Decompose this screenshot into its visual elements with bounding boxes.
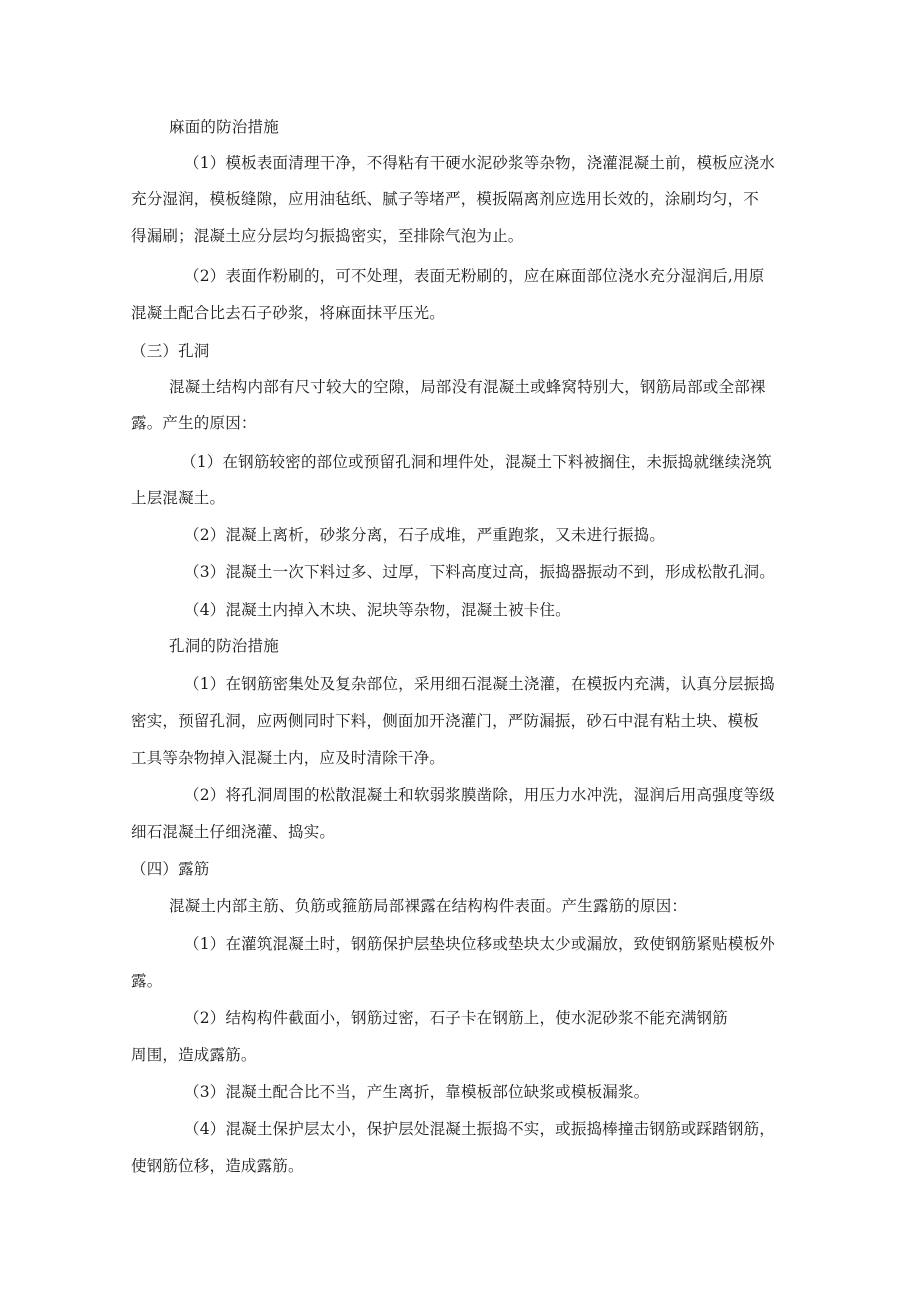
paragraph-line: 周围，造成露筋。 — [131, 1046, 257, 1064]
paragraph-line: （1）模板表面清理干净，不得粘有干硬水泥砂浆等杂物，浇灌混凝土前，模板应浇水 — [184, 154, 775, 172]
section-heading: （三）孔洞 — [131, 342, 210, 360]
paragraph-line: （4）混凝土保护层太小，保护层处混凝土振捣不实，或振捣棒撞击钢筋或踩踏钢筋， — [184, 1120, 775, 1138]
paragraph-line: （3）混凝土配合比不当，产生离折，靠模板部位缺浆或模板漏浆。 — [184, 1083, 650, 1101]
paragraph-line: 露。 — [131, 972, 163, 990]
section-heading: 麻面的防治措施 — [169, 118, 279, 136]
paragraph-line: 混凝土内部主筋、负筋或箍筋局部裸露在结构构件表面。产生露筋的原因： — [169, 897, 688, 915]
paragraph-line: 使钢筋位移，造成露筋。 — [131, 1157, 304, 1175]
paragraph-line: 得漏刷；混凝土应分层均匀振捣密实，至排除气泡为止。 — [131, 227, 524, 245]
paragraph-line: 露。产生的原因： — [131, 414, 257, 432]
paragraph-line: （1）在钢筋较密的部位或预留孔洞和埋件处，混凝土下料被搁住，未振捣就继续浇筑 — [181, 453, 772, 471]
section-heading: 孔洞的防治措施 — [169, 637, 279, 655]
paragraph-line: 混凝土配合比去石子砂浆，将麻面抹平压光。 — [131, 304, 446, 322]
paragraph-line: （4）混凝土内掉入木块、泥块等杂物，混凝土被卡住。 — [184, 601, 571, 619]
paragraph-line: 细石混凝土仔细浇灌、捣实。 — [131, 823, 336, 841]
paragraph-line: 上层混凝土。 — [131, 489, 226, 507]
paragraph-line: （2）将孔洞周围的松散混凝土和软弱浆膜凿除，用压力水冲洗，湿润后用高强度等级 — [184, 786, 775, 804]
paragraph-line: （1）在灌筑混凝土时，钢筋保护层垫块位移或垫块太少或漏放，致使钢筋紧贴模板外 — [184, 935, 775, 953]
paragraph-line: 工具等杂物掉入混凝土内，应及时清除干净。 — [131, 749, 446, 767]
paragraph-line: （3）混凝土一次下料过多、过厚，下料高度过高，振捣器振动不到，形成松散孔洞。 — [184, 563, 775, 581]
section-heading: （四）露筋 — [131, 860, 210, 878]
paragraph-line: 密实，预留孔洞，应两侧同时下料，侧面加开浇灌门，严防漏振，砂石中混有粘土块、模板 — [131, 712, 760, 730]
paragraph-line: 混凝土结构内部有尺寸较大的空隙，局部没有混凝土或蜂窝特别大，钢筋局部或全部裸 — [169, 378, 766, 396]
paragraph-line: （1）在钢筋密集处及复杂部位，采用细石混凝土浇灌，在模扳内充满，认真分层振捣 — [184, 675, 775, 693]
paragraph-line: 充分湿润，模板缝隙，应用油毡纸、腻子等堵严，模扳隔离剂应选用长效的，涂刷均匀，不 — [131, 190, 760, 208]
paragraph-line: （2）表面作粉刷的，可不处理，表面无粉刷的，应在麻面部位浇水充分湿润后,用原 — [184, 267, 765, 285]
paragraph-line: （2）结构构件截面小，钢筋过密，石子卡在钢筋上，使水泥砂浆不能充满钢筋 — [184, 1009, 728, 1027]
paragraph-line: （2）混凝上离析，砂浆分离，石子成堆，严重跑浆，又未进行振捣。 — [184, 526, 666, 544]
